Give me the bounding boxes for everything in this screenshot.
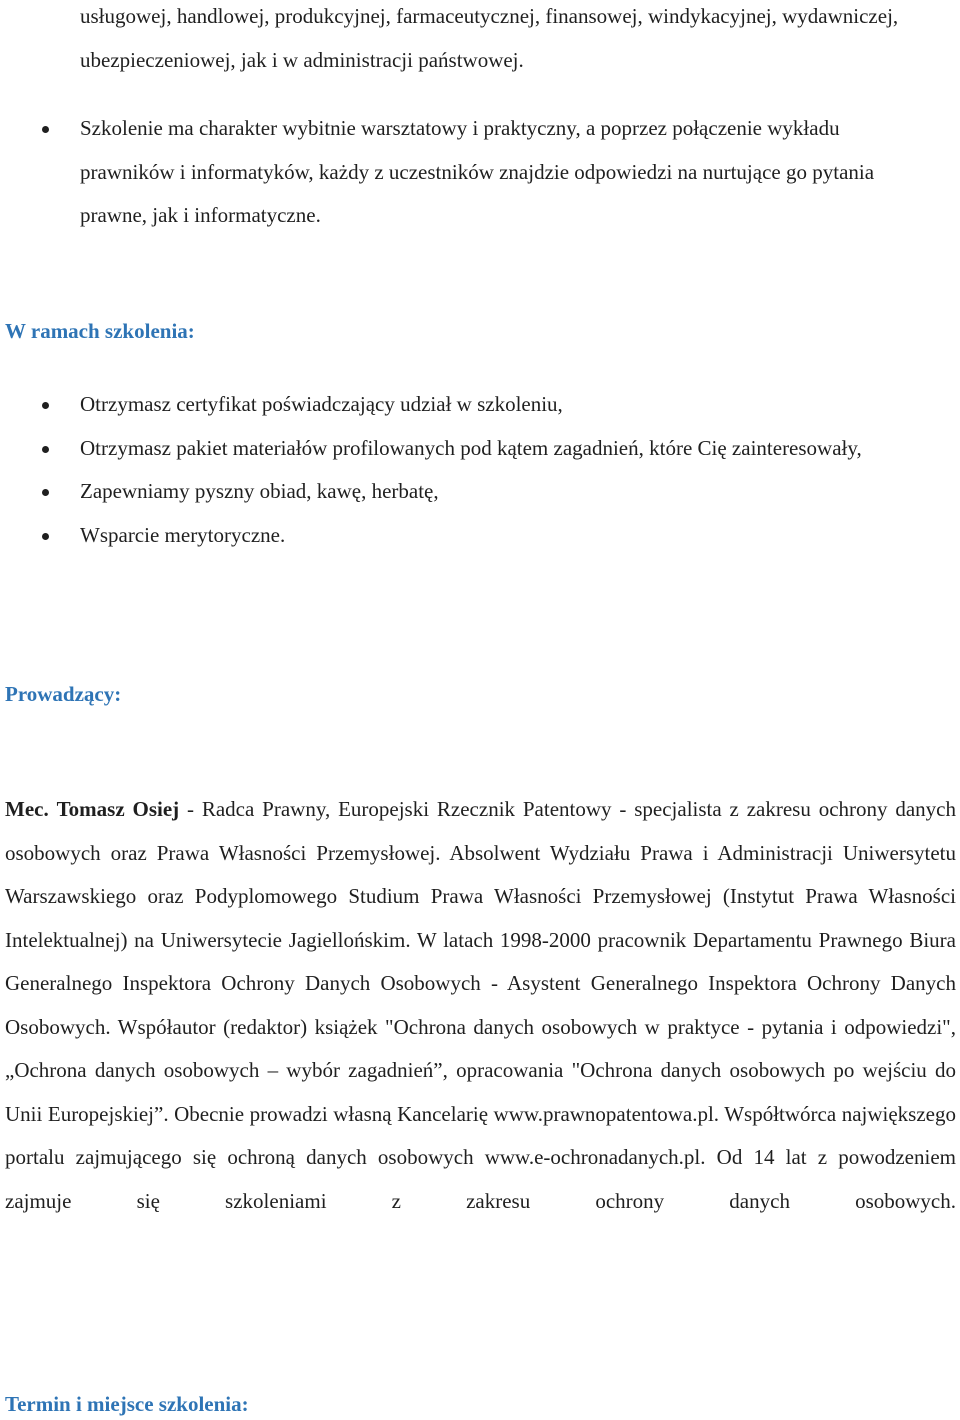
bullet-icon (42, 533, 49, 540)
list-item-text: Wsparcie merytoryczne. (80, 522, 286, 547)
benefits-list (0, 383, 960, 557)
list-item (0, 107, 960, 238)
bullet-icon (42, 126, 49, 133)
section-heading-venue: Termin i miejsce szkolenia: (5, 1392, 249, 1416)
list-item (0, 514, 960, 558)
list-item-text: Szkolenie ma charakter wybitnie warsztatowy i praktyczny, a poprzez połączenie wykładu prawników i informatyków, każdy z uczestników znajdzie odpowiedzi na nurtujące go pytania prawne, jak i informatyczne. (80, 116, 875, 227)
intro-list (0, 0, 960, 82)
section-heading-trainer: Prowadzący: (5, 682, 122, 706)
list-item (0, 427, 960, 471)
list-item (0, 470, 960, 514)
bullet-icon (42, 446, 49, 453)
list-item-text: Otrzymasz certyfikat poświadczający udział w szkoleniu, (80, 392, 563, 416)
trainer-bio-text: - Radca Prawny, Europejski Rzecznik Patentowy - specjalista z zakresu ochrony danych osobowych oraz Prawa Własności Przemysłowej. Absolwent Wydziału Prawa i Administracji Uniwersytetu Warszawskiego oraz Podyplomowego Studium Prawa Własności Przemysłowej (Instytut Prawa Własności Intelektualnej) na Uniwersytecie Jagiellońskim. W latach 1998-2000 pracownik Departamentu Prawnego Biura Generalnego Inspektora Ochrony Danych Osobowych - Asystent Generalnego Inspektora Ochrony Danych Osobowych. Współautor (redaktor) książek "Ochrona danych osobowych w praktyce - pytania i odpowiedzi", „Ochrona danych osobowych – wybór zagadnień”, opracowania "Ochrona danych osobowych po wejściu do Unii Europejskiej”. Obecnie prowadzi własną Kancelarię www.prawnopatentowa.pl. Współtwórca największego portalu zajmującego się ochroną danych osobowych www.e-ochronadanych.pl. Od 14 lat z powodzeniem zajmuje się szkoleniami z zakresu ochrony danych osobowych. (5, 797, 956, 1213)
list-item (0, 383, 960, 427)
bullet-icon (42, 489, 49, 496)
list-item-text: Otrzymasz pakiet materiałów profilowanych pod kątem zagadnień, które Cię zainteresowały, (80, 435, 862, 460)
trainer-name: Tomasz Osiej (56, 797, 180, 821)
intro-list-2 (0, 107, 960, 238)
trainer-title: Mec. (5, 797, 49, 821)
section-heading-benefits: W ramach szkolenia: (5, 319, 195, 343)
list-item (0, 0, 960, 82)
list-item-text: usługowej, handlowej, produkcyjnej, farmaceutycznej, finansowej, windykacyjnej, wydawniczej, ubezpieczeniowej, jak i w administracji państwowej. (80, 4, 899, 72)
list-item-text: Zapewniamy pyszny obiad, kawę, herbatę, (80, 479, 439, 503)
bullet-icon (42, 402, 49, 409)
trainer-bio-paragraph (5, 788, 956, 1223)
